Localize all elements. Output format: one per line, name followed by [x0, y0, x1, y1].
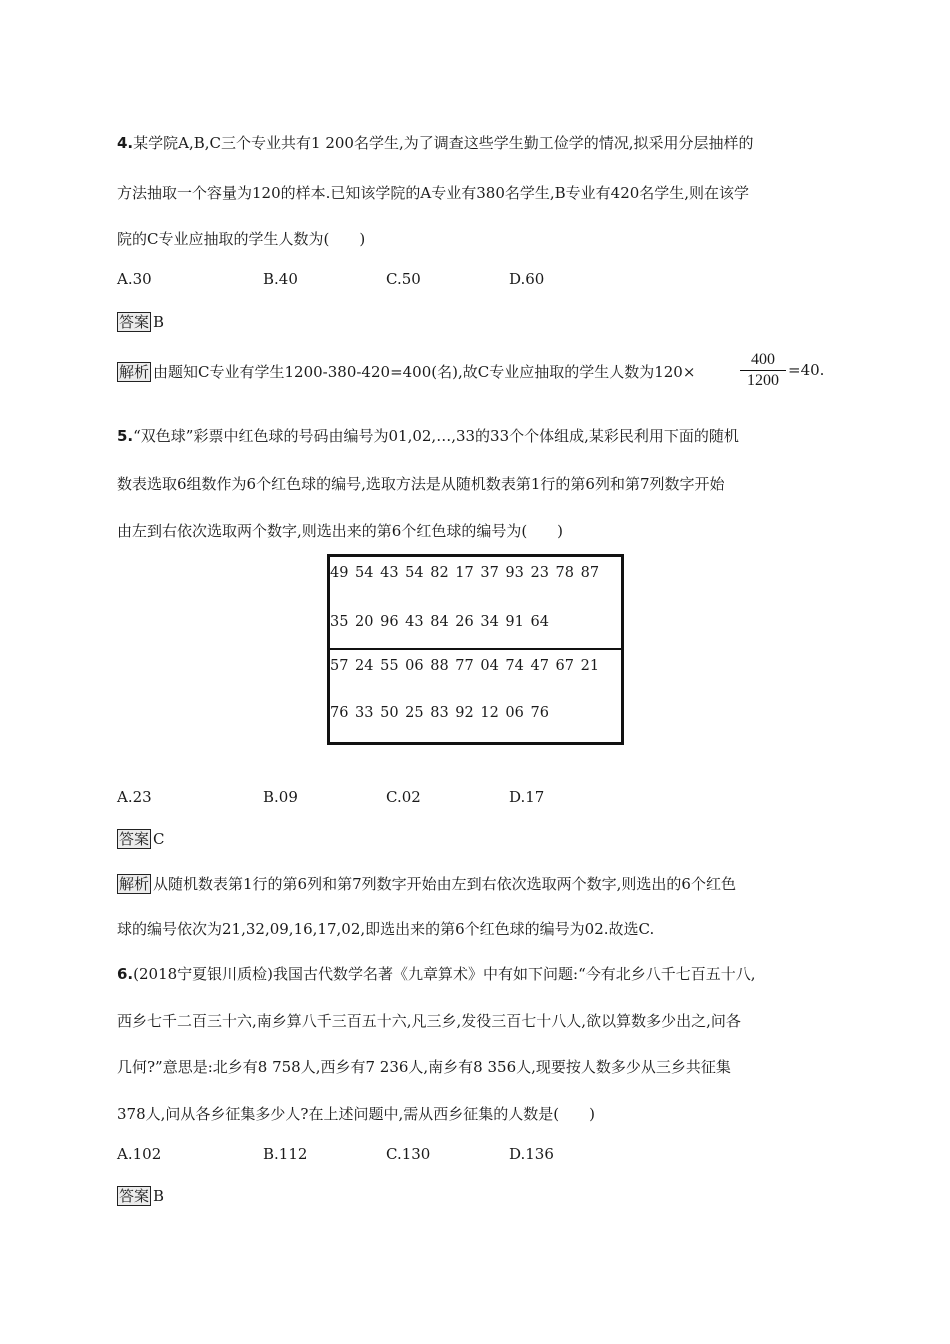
q5-analysis-line-2: 球的编号依次为21,32,09,16,17,02,即选出来的第6个红色球的编号为02.故选C. [117, 920, 655, 938]
random-table-block-1 [330, 557, 621, 650]
random-table-block-2 [330, 650, 621, 741]
q5-option-b: B.09 [263, 788, 298, 806]
q4-analysis [117, 361, 695, 382]
q4-stem-line-3: 院的C专业应抽取的学生人数为( ) [117, 230, 366, 248]
q5-number: 5. [117, 427, 134, 445]
q4-stem-line-1 [117, 132, 754, 153]
random-table-row-2: 35 20 96 43 84 26 34 91 64 [330, 614, 549, 630]
q5-option-a: A.23 [117, 788, 152, 806]
fraction-denominator: 1200 [747, 372, 779, 389]
q5-stem-line-3: 由左到右依次选取两个数字,则选出来的第6个红色球的编号为( ) [117, 522, 564, 540]
q4-number: 4. [117, 134, 134, 152]
q4-option-b: B.40 [263, 270, 298, 288]
q6-stem-line-1 [117, 963, 756, 984]
answer-tag: 答案 [119, 313, 150, 331]
q6-stem-text-1: (2018宁夏银川质检)我国古代数学名著《九章算术》中有如下问题:“今有北乡八千七百五十八, [133, 965, 756, 983]
q6-stem-line-2: 西乡七千二百三十六,南乡算八千三百五十六,凡三乡,发役三百七十八人,欲以算数多少出之,问各 [117, 1012, 741, 1030]
q4-option-c: C.50 [386, 270, 421, 288]
fraction-numerator: 400 [751, 351, 775, 368]
q6-answer-value: B [153, 1187, 165, 1205]
q5-stem-line-1 [117, 425, 739, 446]
q6-number: 6. [117, 965, 134, 983]
q6-stem-line-4: 378人,问从各乡征集多少人?在上述问题中,需从西乡征集的人数是( ) [117, 1105, 595, 1123]
q6-options [117, 1145, 637, 1165]
q5-option-d: D.17 [509, 788, 545, 806]
q5-options [117, 788, 637, 808]
q4-answer [117, 312, 164, 332]
q4-stem-line-2: 方法抽取一个容量为120的样本.已知该学院的A专业有380名学生,B专业有420名学生,则在该学 [117, 184, 750, 202]
q4-option-a: A.30 [117, 270, 152, 288]
q5-answer-value: C [153, 830, 165, 848]
q6-option-c: C.130 [386, 1145, 431, 1163]
random-table-row-3: 57 24 55 06 88 77 04 74 47 67 21 [330, 658, 600, 674]
q4-stem-text-1: 某学院A,B,C三个专业共有1 200名学生,为了调查这些学生勤工俭学的情况,拟采用分层抽样的 [133, 134, 754, 152]
q5-option-c: C.02 [386, 788, 421, 806]
analysis-tag: 解析 [119, 363, 150, 381]
q5-analysis-text-1: 从随机数表第1行的第6列和第7列数字开始由左到右依次选取两个数字,则选出的6个红色 [153, 875, 736, 893]
q5-answer [117, 829, 165, 849]
q4-fraction [740, 351, 786, 390]
random-number-table [327, 554, 624, 745]
q4-options [117, 270, 637, 290]
q6-option-d: D.136 [509, 1145, 554, 1163]
fraction-bar [740, 370, 786, 371]
q4-analysis-result: =40. [788, 361, 825, 379]
q4-analysis-text: 由题知C专业有学生1200-380-420=400(名),故C专业应抽取的学生人数为120× [153, 363, 696, 381]
answer-tag: 答案 [119, 830, 150, 848]
analysis-tag: 解析 [119, 875, 150, 893]
random-table-row-1: 49 54 43 54 82 17 37 93 23 78 87 [330, 565, 600, 581]
q5-analysis-line-1 [117, 873, 736, 894]
q5-stem-line-2: 数表选取6组数作为6个红色球的编号,选取方法是从随机数表第1行的第6列和第7列数字开始 [117, 475, 725, 493]
q6-stem-line-3: 几何?”意思是:北乡有8 758人,西乡有7 236人,南乡有8 356人,现要按人数多少从三乡共征集 [117, 1058, 731, 1076]
q5-stem-text-1: “双色球”彩票中红色球的号码由编号为01,02,…,33的33个个体组成,某彩民利用下面的随机 [133, 427, 739, 445]
answer-tag: 答案 [119, 1187, 150, 1205]
q6-option-a: A.102 [117, 1145, 162, 1163]
q6-answer [117, 1186, 164, 1206]
q4-answer-value: B [153, 313, 165, 331]
random-table-row-4: 76 33 50 25 83 92 12 06 76 [330, 705, 549, 721]
q4-option-d: D.60 [509, 270, 545, 288]
q6-option-b: B.112 [263, 1145, 308, 1163]
